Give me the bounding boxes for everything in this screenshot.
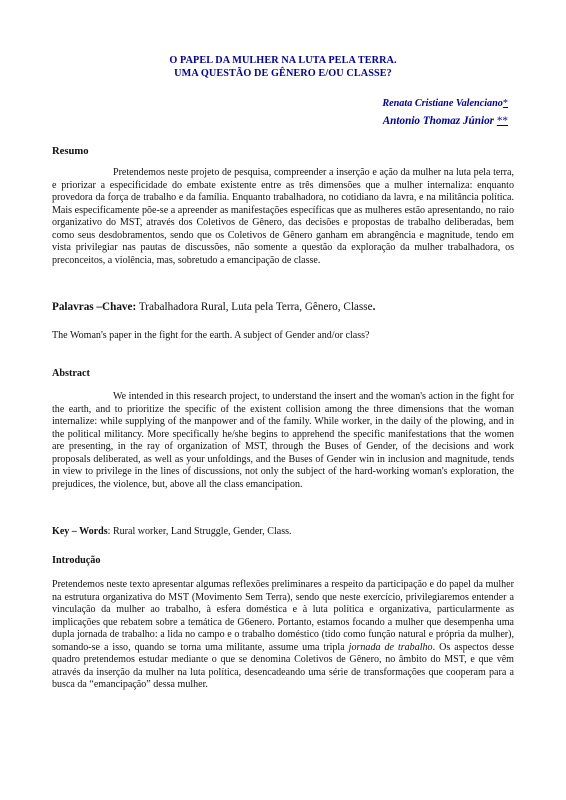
palavras-chave-line [52,301,514,313]
palavras-chave-text: Trabalhadora Rural, Luta pela Terra, Gênero, Classe [136,301,373,313]
author-1-footnote-link[interactable]: * [502,98,508,109]
abstract-heading: Abstract [52,368,90,379]
key-words-text: : Rural worker, Land Struggle, Gender, Class. [107,526,292,537]
author-2 [383,115,508,127]
author-1-name: Renata Cristiane Valenciano [382,98,503,109]
key-words-label: Key – Words [52,526,108,537]
title-line-2: UMA QUESTÃO DE GÊNERO E/OU CLASSE? [174,68,392,79]
introducao-text-a: Pretendemos neste texto apresentar algumas reflexões preliminares a respeito da participação e do papel da mulher na estrutura organizativa do MST (Movimento Sem Terra), sendo que neste exercício, privilegiaremos entender a vinculação da mulher ao trabalho, à esfera doméstica e à luta política e organizativa, particularmente as implicações que rebatem sobre a temática de G6enero. Portanto, estamos focando a mulher que desempenha uma dupla jornada de trabalho: a lida no campo e o trabalho doméstico (tido como função natural e própria da mulher), somando-se a isso, quando se torna uma militante, assume uma tripla [52,579,514,653]
introducao-paragraph [52,579,514,692]
english-title: The Woman's paper in the fight for the earth. A subject of Gender and/or class? [52,330,370,341]
introducao-text-b: . Os aspectos desse quadro pretendemos estudar mediante o que se denomina Coletivos de Gênero, no âmbito do MST, e que vêm através da inserção da mulher na luta política, desencadeando uma série de transformações que cooperam para a busca da “emancipação” dessa mulher. [52,641,515,691]
resumo-heading: Resumo [52,146,89,157]
title-line-1: O PAPEL DA MULHER NA LUTA PELA TERRA. [169,55,397,66]
abstract-paragraph: We intended in this research project, to understand the insert and the woman's action in the fight for the earth, and to prioritize the specific of the existent collision among the three dimensions that the woman internalize: while supplying of the manpower and of the family. While worker, in the daily of the plowing, and in the political militancy. More specifically he/she begins to apprehend the specific manifestations that the women are presenting, in the ray of organization of MST, through the Buses of Gender, of the decisions and work proposals deliberated, as well as your unfoldings, and the Buses of Gender win in inclusion and magnitude, tends in view to privilege in the lines of discussions, not only the subject of the hard-working woman's exploration, the prejudices, the violence, but, above all the class emancipation. [52,391,514,490]
palavras-chave-period: . [372,301,376,313]
author-1 [382,98,508,109]
resumo-paragraph: Pretendemos neste projeto de pesquisa, compreender a inserção e ação da mulher na luta pela terra, e priorizar a especificidade do embate existente entre as três dimensões que a mulher internaliza: enquanto provedora da força de trabalho e da família. Enquanto trabalhadora, no cotidiano da lavra, e na militância política. Mais especificamente põe-se a apreender as manifestações específicas que as mulheres estão apresentando, no raio organizativo do MST, através dos Coletivos de Gênero, das decisões e propostas de trabalho deliberadas, bem como seus desdobramentos, sendo que os Coletivos de Gênero ganham em abrangência e magnitude, tendo em vista privilegiar nas pautas de discussões, não somente a questão da exploração da mulher trabalhadora, os preconceitos, a violência, mas, sobretudo a emancipação de classe. [52,167,514,266]
palavras-chave-label: Palavras –Chave: [52,301,137,313]
author-2-footnote-link[interactable]: ** [496,115,508,127]
introducao-emphasis: jornada de trabalho [348,641,433,653]
introducao-heading: Introdução [52,555,101,566]
key-words-line [52,526,514,537]
author-2-name: Antonio Thomaz Júnior [382,115,497,127]
